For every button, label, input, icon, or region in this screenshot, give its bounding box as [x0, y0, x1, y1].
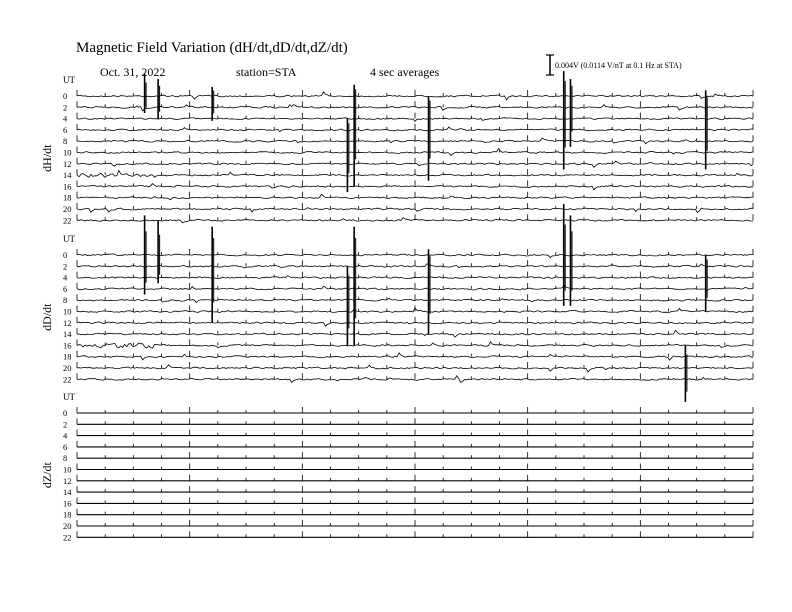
- hour-label: 12: [63, 158, 72, 169]
- hour-label: 22: [63, 215, 72, 226]
- hour-label: 14: [63, 487, 72, 498]
- hour-label: 2: [63, 419, 68, 430]
- scale-bar-label: 0.004V (0.0114 V/nT at 0.1 Hz at STA): [555, 61, 682, 70]
- ut-label: UT: [63, 234, 75, 244]
- hour-label: 18: [63, 351, 72, 362]
- ut-label: UT: [63, 75, 75, 85]
- hour-label: 6: [63, 124, 68, 135]
- hour-label: 18: [63, 509, 72, 520]
- hour-label: 14: [63, 329, 72, 340]
- hour-label: 2: [63, 102, 68, 113]
- hour-label: 16: [63, 181, 72, 192]
- hour-label: 2: [63, 261, 68, 272]
- hour-label: 8: [63, 295, 68, 306]
- hour-label: 20: [63, 363, 72, 373]
- hour-label: 16: [63, 498, 72, 509]
- hour-label: 4: [63, 272, 68, 283]
- panel-ylabel: dH/dt: [40, 144, 54, 172]
- hour-label: 4: [63, 113, 68, 124]
- hour-label: 0: [63, 91, 68, 101]
- hour-label: 6: [63, 283, 68, 294]
- hour-label: 12: [63, 317, 72, 328]
- hour-label: 8: [63, 453, 68, 464]
- hour-label: 18: [63, 192, 72, 203]
- hour-label: 10: [63, 464, 72, 475]
- hour-label: 8: [63, 136, 68, 147]
- panel-ylabel: dZ/dt: [40, 462, 54, 489]
- panel-ylabel: dD/dt: [40, 303, 54, 331]
- hour-label: 16: [63, 340, 72, 351]
- chart-title: Magnetic Field Variation (dH/dt,dD/dt,dZ/dt): [76, 40, 348, 56]
- hour-label: 0: [63, 250, 68, 260]
- station-label: station=STA: [236, 65, 297, 79]
- hour-label: 10: [63, 306, 72, 317]
- hour-label: 22: [63, 532, 72, 543]
- averaging-label: 4 sec averages: [370, 65, 440, 79]
- hour-label: 12: [63, 475, 72, 486]
- hour-label: 6: [63, 441, 68, 452]
- trace-line: [77, 322, 753, 326]
- hour-label: 20: [63, 204, 72, 214]
- date-label: Oct. 31, 2022: [100, 65, 166, 79]
- hour-label: 22: [63, 374, 72, 385]
- hour-label: 0: [63, 408, 68, 418]
- ut-label: UT: [63, 392, 75, 402]
- hour-label: 14: [63, 170, 72, 181]
- hour-label: 20: [63, 521, 72, 531]
- hour-label: 4: [63, 430, 68, 441]
- hour-label: 10: [63, 147, 72, 158]
